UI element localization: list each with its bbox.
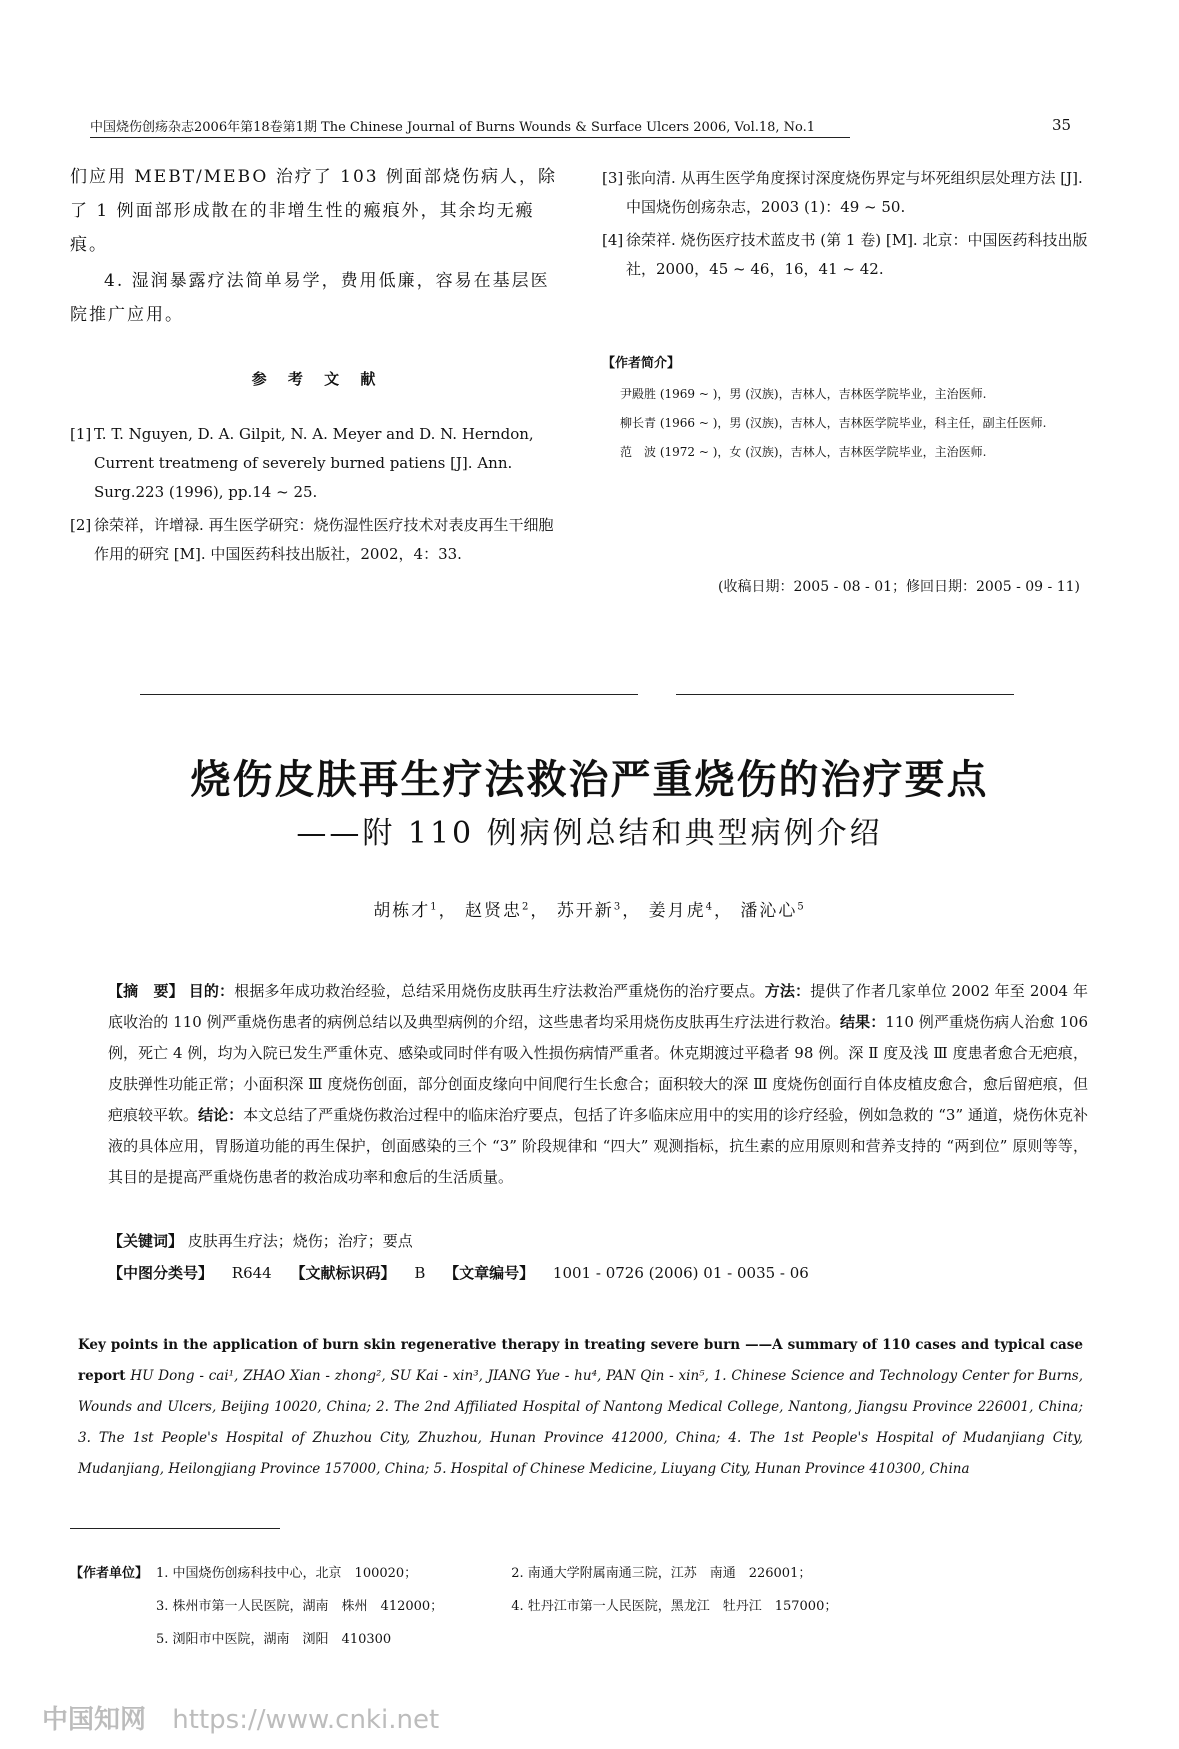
objective-text: 根据多年成功救治经验，总结采用烧伤皮肤再生疗法救治严重烧伤的治疗要点。 bbox=[234, 982, 765, 1000]
doc-code-label: 【文献标识码】 bbox=[290, 1264, 396, 1282]
running-head: 中国烧伤创疡杂志2006年第18卷第1期 The Chinese Journal of Burns Wounds & Surface Ulcers 2006, Vol.18, No.1 bbox=[90, 116, 850, 138]
author-name: 姜月虎 bbox=[648, 901, 706, 921]
author-affiliation-mark: 2 bbox=[522, 901, 531, 913]
english-abstract-header bbox=[78, 1330, 1083, 1485]
classification-line bbox=[108, 1262, 1088, 1283]
author-unit: 5. 浏阳市中医院，湖南 浏阳 410300 bbox=[156, 1632, 392, 1647]
cnki-logo: 中国知网 bbox=[42, 1705, 147, 1735]
reference-number: [4] bbox=[602, 231, 624, 249]
keywords-text: 皮肤再生疗法；烧伤；治疗；要点 bbox=[187, 1232, 413, 1250]
author-unit: 3. 株州市第一人民医院，湖南 株州 412000； bbox=[156, 1599, 444, 1614]
clc-value: R644 bbox=[231, 1264, 272, 1282]
reference-number: [2] bbox=[70, 516, 92, 534]
conclusion-text: 本文总结了严重烧伤救治过程中的临床治疗要点，包括了许多临床应用中的实用的诊疗经验，例如急救的 “3” 通道，烧伤休克补液的具体应用，胃肠道功能的再生保护，创面感染的三个 “3” 阶段规律和 “四大” 观测指标，抗生素的应用原则和营养支持的 “两到位” 原则等等，其目的是提高严重烧伤患者的救治成功率和愈后的生活质量。 bbox=[108, 1106, 1088, 1186]
reference-item bbox=[70, 511, 565, 569]
reference-number: [3] bbox=[602, 169, 624, 187]
received-dates: (收稿日期：2005 - 08 - 01；修回日期：2005 - 09 - 11) bbox=[718, 579, 1080, 595]
reference-text: T. T. Nguyen, D. A. Gilpit, N. A. Meyer and D. N. Herndon, Current treatmeng of severely burned patiens [J]. Ann. Surg.223 (1996), pp.14 ~ 25. bbox=[94, 425, 534, 501]
author-affiliation-mark: 5 bbox=[797, 901, 806, 913]
author-bio-list bbox=[602, 380, 1092, 467]
author-list: 胡栋才$^1$， 赵贤忠$^2$， 苏开新$^3$， 姜月虎$^4$， 潘沁心$^5$ bbox=[373, 901, 806, 921]
abstract bbox=[108, 976, 1088, 1193]
author-affiliation-mark: 4 bbox=[705, 901, 714, 913]
author-affiliation-mark: 3 bbox=[613, 901, 623, 913]
author-units-label: 【作者单位】 bbox=[70, 1566, 149, 1581]
reference-text: 张向清. 从再生医学角度探讨深度烧伤界定与坏死组织层处理方法 [J]. 中国烧伤创疡杂志，2003 (1)：49 ~ 50. bbox=[626, 169, 1083, 216]
author-units bbox=[70, 1557, 845, 1656]
keywords bbox=[108, 1230, 1088, 1251]
page-number: 35 bbox=[1052, 116, 1072, 134]
prev-article-para-2: 4. 湿润暴露疗法简单易学，费用低廉，容易在基层医院推广应用。 bbox=[70, 271, 550, 325]
author-bio: 范 波 (1972 ~ )，女 (汉族)，吉林人，吉林医学院毕业，主治医师. bbox=[620, 445, 987, 459]
reference-list-left bbox=[70, 420, 565, 569]
method-text: 提供了作者几家单位 2002 年至 2004 年底收治的 110 例严重烧伤患者的病例总结以及典型病例的介绍，这些患者均采用烧伤皮肤再生疗法进行救治。 bbox=[108, 982, 1088, 1031]
author-unit: 1. 中国烧伤创疡科技中心，北京 100020； bbox=[156, 1566, 418, 1581]
author-bio-heading: 【作者简介】 bbox=[602, 356, 681, 371]
author-unit: 2. 南通大学附属南通三院，江苏 南通 226001； bbox=[511, 1566, 812, 1581]
author-name: 潘沁心 bbox=[740, 901, 798, 921]
objective-label: 目的： bbox=[188, 982, 235, 1000]
reference-item bbox=[602, 164, 1092, 222]
references-heading: 参 考 文 献 bbox=[251, 370, 384, 388]
conclusion-label: 结论： bbox=[198, 1106, 244, 1124]
article-no-label: 【文章编号】 bbox=[444, 1264, 535, 1282]
english-title: Key points in the application of burn skin regenerative therapy in treating severe burn ——A summary of 110 cases and typical case report bbox=[78, 1337, 1083, 1384]
author-affiliation-mark: 1 bbox=[430, 901, 439, 913]
author-bio: 尹殿胜 (1969 ~ )，男 (汉族)，吉林人，吉林医学院毕业，主治医师. bbox=[620, 387, 987, 401]
article-no-value: 1001 - 0726 (2006) 01 - 0035 - 06 bbox=[552, 1264, 809, 1282]
reference-list-right bbox=[602, 164, 1092, 284]
cnki-url: https://www.cnki.net bbox=[172, 1705, 440, 1735]
clc-label: 【中图分类号】 bbox=[108, 1264, 214, 1282]
prev-article-para-1: 们应用 MEBT/MEBO 治疗了 103 例面部烧伤病人，除了 1 例面部形成散在的非增生性的瘢痕外，其余均无瘢痕。 bbox=[70, 167, 557, 255]
article-title: 烧伤皮肤再生疗法救治严重烧伤的治疗要点 bbox=[190, 757, 989, 803]
doc-code-value: B bbox=[414, 1264, 426, 1282]
article-separator-right bbox=[676, 694, 1014, 695]
reference-item bbox=[70, 420, 565, 507]
author-name: 苏开新 bbox=[556, 901, 614, 921]
english-affiliations: HU Dong - cai¹, ZHAO Xian - zhong², SU Kai - xin³, JIANG Yue - hu⁴, PAN Qin - xin⁵, 1. Chinese Science and Technology Center for Burns, Wounds and Ulcers, Beijing 10020, China; 2. The 2nd Affiliated Hospital of Nantong Medical College, Nantong, Jiangsu Province 226001, China; 3. The 1st People's Hospital of Zhuzhou City, Zhuzhou, Hunan Province 412000, China; 4. The 1st People's Hospital of Mudanjiang City, Mudanjiang, Heilongjiang Province 157000, China; 5. Hospital of Chinese Medicine, Liuyang City, Hunan Province 410300, China bbox=[78, 1368, 1083, 1477]
result-label: 结果： bbox=[840, 1013, 886, 1031]
cnki-watermark bbox=[42, 1699, 439, 1736]
reference-text: 徐荣祥，许增禄. 再生医学研究：烧伤湿性医疗技术对表皮再生干细胞作用的研究 [M]. 中国医药科技出版社，2002，4：33. bbox=[94, 516, 554, 563]
reference-text: 徐荣祥. 烧伤医疗技术蓝皮书 (第 1 卷) [M]. 北京：中国医药科技出版社，2000，45 ~ 46，16，41 ~ 42. bbox=[626, 231, 1088, 278]
method-label: 方法： bbox=[764, 982, 811, 1000]
reference-item bbox=[602, 226, 1092, 284]
result-text: 110 例严重烧伤病人治愈 106 例，死亡 4 例，均为入院已发生严重休克、感染或同时伴有吸入性损伤病情严重者。休克期渡过平稳者 98 例。深 Ⅱ 度及浅 Ⅲ 度患者愈合无疤痕，皮肤弹性功能正常；小面积深 Ⅲ 度烧伤创面，部分创面皮缘向中间爬行生长愈合；面积较大的深 Ⅲ 度烧伤创面行自体皮植皮愈合，愈后留疤痕，但疤痕较平软。 bbox=[108, 1013, 1088, 1124]
author-bio: 柳长青 (1966 ~ )，男 (汉族)，吉林人，吉林医学院毕业，科主任，副主任医师. bbox=[620, 416, 1047, 430]
abstract-label: 【摘 要】 bbox=[108, 982, 184, 1000]
author-name: 赵贤忠 bbox=[465, 901, 523, 921]
keywords-label: 【关键词】 bbox=[108, 1232, 184, 1250]
article-subtitle: ——附 110 例病例总结和典型病例介绍 bbox=[296, 816, 883, 851]
author-name: 胡栋才 bbox=[373, 901, 431, 921]
footnote-rule bbox=[70, 1528, 280, 1529]
author-unit: 4. 牡丹江市第一人民医院，黑龙江 牡丹江 157000； bbox=[511, 1599, 838, 1614]
article-separator-left bbox=[140, 694, 638, 695]
reference-number: [1] bbox=[70, 425, 92, 443]
